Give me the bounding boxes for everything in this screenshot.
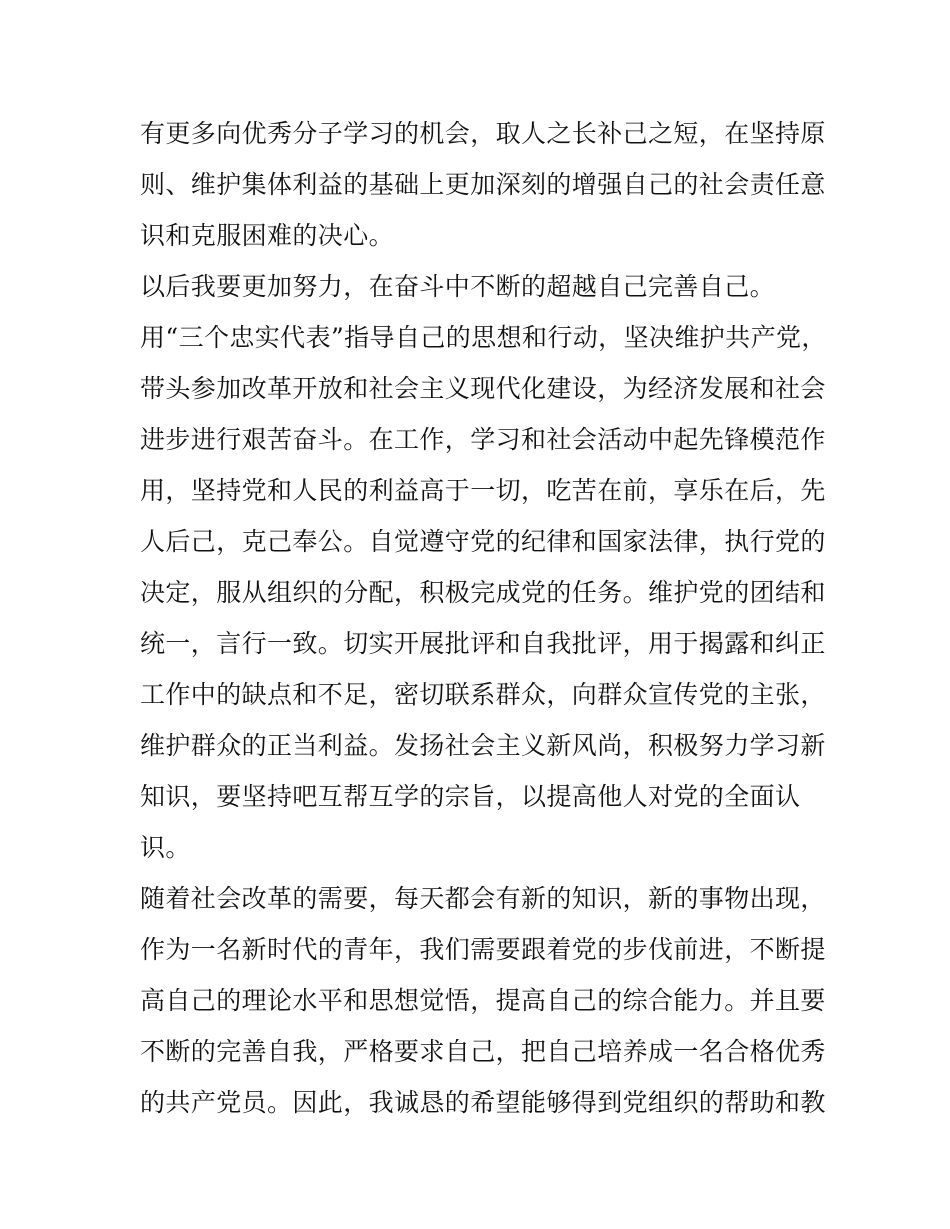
text-line: 维护群众的正当利益。发扬社会主义新风尚，积极努力学习新: [140, 731, 826, 760]
text-line: 人后己，克己奉公。自觉遵守党的纪律和国家法律，执行党的: [140, 527, 826, 556]
text-line: 随着社会改革的需要，每天都会有新的知识，新的事物出现，: [140, 884, 826, 913]
text-line: 知识，要坚持吧互帮互学的宗旨，以提高他人对党的全面认: [140, 782, 801, 811]
text-line: 带头参加改革开放和社会主义现代化建设，为经济发展和社会: [140, 374, 826, 403]
text-line: 则、维护集体利益的基础上更加深刻的增强自己的社会责任意: [140, 170, 826, 199]
text-line: 用“三个忠实代表”指导自己的思想和行动，坚决维护共产党，: [140, 323, 827, 352]
text-line: 用，坚持党和人民的利益高于一切，吃苦在前，享乐在后，先: [140, 476, 826, 505]
text-line: 有更多向优秀分子学习的机会，取人之长补己之短，在坚持原: [140, 119, 826, 148]
text-line: 决定，服从组织的分配，积极完成党的任务。维护党的团结和: [140, 578, 826, 607]
text-line: 不断的完善自我，严格要求自己，把自己培养成一名合格优秀: [140, 1037, 826, 1066]
text-line: 工作中的缺点和不足，密切联系群众，向群众宣传党的主张，: [140, 680, 826, 709]
text-line: 高自己的理论水平和思想觉悟，提高自己的综合能力。并且要: [140, 986, 826, 1015]
text-line: 进步进行艰苦奋斗。在工作，学习和社会活动中起先锋模范作: [140, 425, 826, 454]
document-body: [140, 108, 827, 1128]
text-line: 以后我要更加努力，在奋斗中不断的超越自己完善自己。: [140, 272, 776, 301]
text-line: 作为一名新时代的青年，我们需要跟着党的步伐前进，不断提: [140, 935, 826, 964]
text-line: 统一，言行一致。切实开展批评和自我批评，用于揭露和纠正: [140, 629, 826, 658]
text-line: 的共产党员。因此，我诚恳的希望能够得到党组织的帮助和教: [140, 1088, 826, 1117]
text-line: 识和克服困难的决心。: [140, 221, 395, 250]
text-line: 识。: [140, 833, 191, 862]
